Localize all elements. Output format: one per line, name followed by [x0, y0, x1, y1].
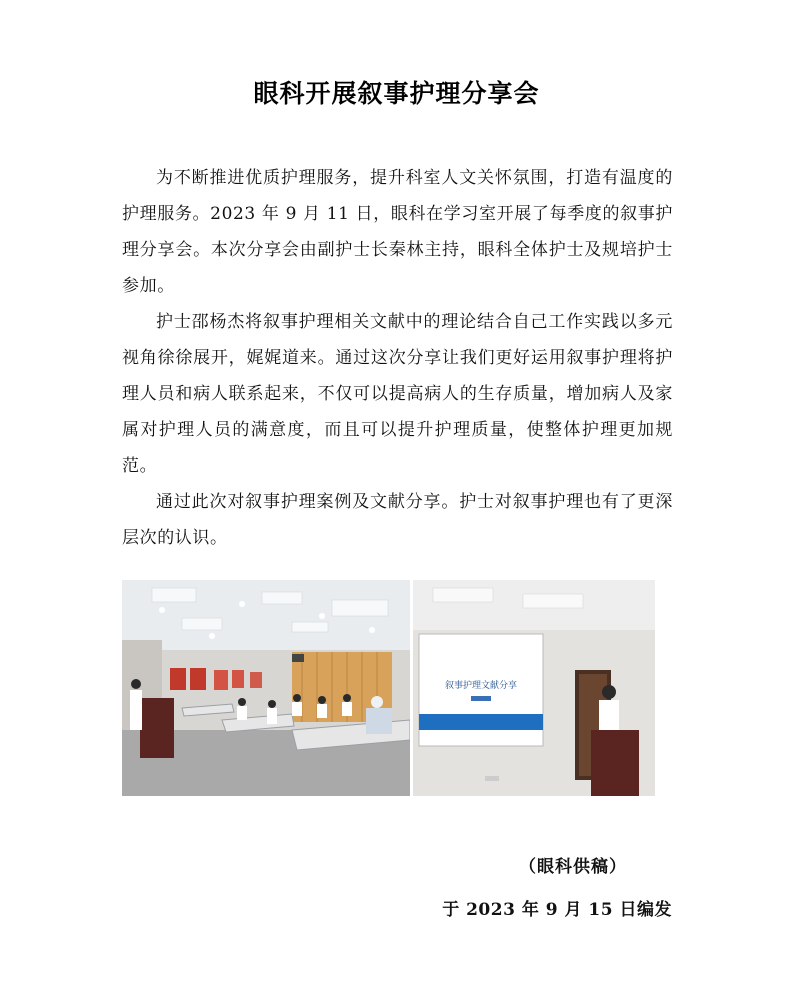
- paragraph-2: 护士邵杨杰将叙事护理相关文献中的理论结合自己工作实践以多元视角徐徐展开，娓娓道来。通过这次分享让我们更好运用叙事护理将护理人员和病人联系起来，不仅可以提高病人的生存质量，增加病人及家属对护理人员的满意度，而且可以提升护理质量，使整体护理更加规范。: [122, 312, 673, 476]
- photo-row: [122, 580, 655, 796]
- article-body: [122, 160, 673, 556]
- paragraph-1: 为不断推进优质护理服务，提升科室人文关怀氛围，打造有温度的护理服务。2023 年 9 月 11 日，眼科在学习室开展了每季度的叙事护理分享会。本次分享会由副护士长秦林主持，眼科全体护士及规培护士参加。: [122, 168, 673, 296]
- classroom-photo: [122, 580, 410, 796]
- slide-title-text: 叙事护理文献分享: [444, 681, 518, 691]
- slide-photo: [413, 580, 655, 796]
- slide-blue-band: [419, 714, 543, 730]
- article-credit: （眼科供稿）: [519, 857, 627, 877]
- document-title: 眼科开展叙事护理分享会: [253, 79, 540, 108]
- paragraph-3: 通过此次对叙事护理案例及文献分享。护士对叙事护理也有了更深层次的认识。: [122, 492, 673, 548]
- publish-date: 于 2023 年 9 月 15 日编发: [442, 900, 672, 920]
